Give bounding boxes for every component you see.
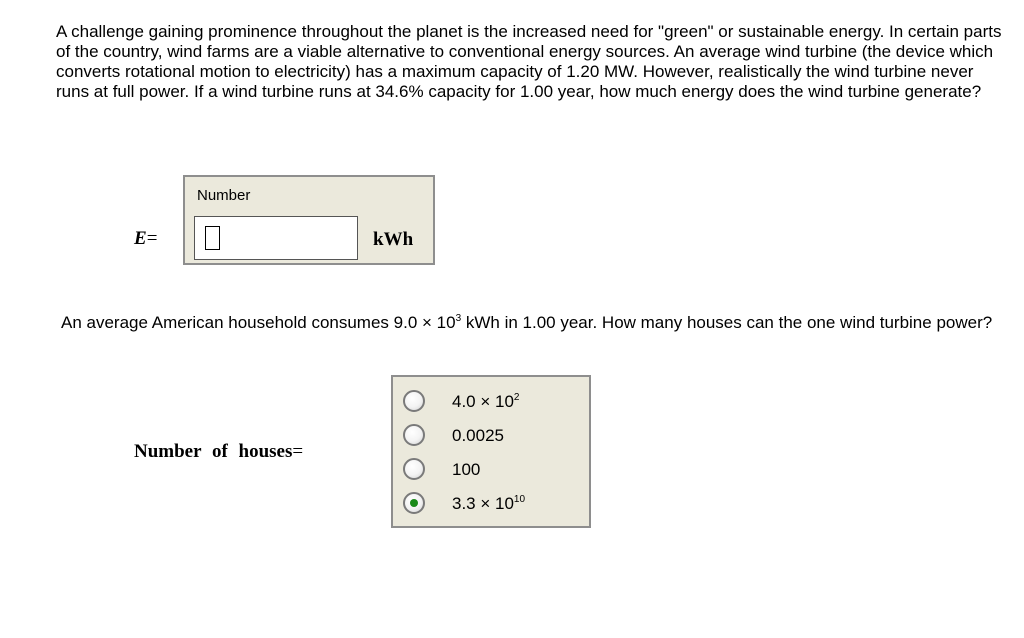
option-2-base: 0.0025 xyxy=(452,426,504,445)
number-caption: Number xyxy=(197,187,251,204)
question-2-text xyxy=(61,313,1011,333)
radio-button-selected-icon[interactable] xyxy=(403,492,425,514)
houses-label-text: Number of houses xyxy=(134,441,293,462)
question-2-exponent: 3 xyxy=(455,313,462,324)
energy-unit-label: kWh xyxy=(373,229,414,250)
option-4-base: 3.3 × 10 xyxy=(452,494,514,513)
houses-equals-sign: = xyxy=(292,441,304,462)
houses-label xyxy=(134,441,303,463)
radio-button-icon[interactable] xyxy=(403,424,425,446)
energy-equals-sign: = xyxy=(146,228,158,249)
option-3[interactable] xyxy=(403,457,583,483)
option-4[interactable] xyxy=(403,491,583,517)
energy-variable-label xyxy=(134,228,157,250)
option-3-label xyxy=(452,460,480,480)
option-1-base: 4.0 × 10 xyxy=(452,392,514,411)
energy-answer-panel xyxy=(183,175,435,265)
text-cursor-icon xyxy=(205,226,220,250)
option-1-label xyxy=(452,392,519,412)
option-1-exponent: 2 xyxy=(513,392,520,403)
energy-variable: E xyxy=(134,228,147,249)
radio-button-icon[interactable] xyxy=(403,390,425,412)
radio-button-icon[interactable] xyxy=(403,458,425,480)
houses-options-panel xyxy=(391,375,591,528)
option-1[interactable] xyxy=(403,389,583,415)
question-2-text-after: kWh in 1.00 year. How many houses can the one wind turbine power? xyxy=(461,313,993,332)
option-4-exponent: 10 xyxy=(513,494,526,505)
question-1-text: A challenge gaining prominence throughout the planet is the increased need for "green" or sustainable energy. In certain parts of the country, wind farms are a viable alternative to conventional energy sources. An average wind turbine (the device which converts rotational motion to electricity) has a maximum capacity of 1.20 MW. However, realistically the wind turbine never runs at full power. If a wind turbine runs at 34.6% capacity for 1.00 year, how much energy does the wind turbine generate? xyxy=(56,22,1002,101)
option-2[interactable] xyxy=(403,423,583,449)
energy-number-input[interactable] xyxy=(194,216,358,260)
question-2-text-before: An average American household consumes 9.0 × 10 xyxy=(61,313,456,332)
option-3-base: 100 xyxy=(452,460,481,479)
option-2-label xyxy=(452,426,504,446)
option-4-label xyxy=(452,494,525,514)
